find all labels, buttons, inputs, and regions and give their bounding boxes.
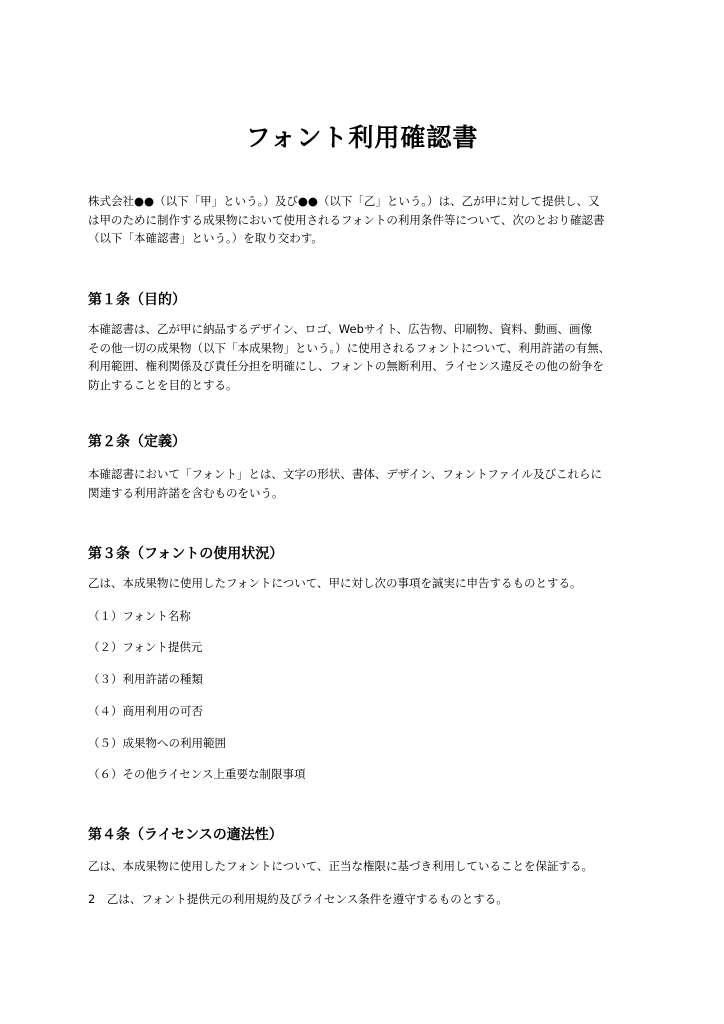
article-2-heading: 第２条（定義） (88, 434, 186, 450)
article-4-clause-2: 2 乙は、フォント提供元の利用規約及びライセンス条件を遵守するものとする。 (88, 892, 508, 906)
intro-line: 株式会社●●（以下「甲」という。）及び●●（以下「乙」という。）は、乙が甲に対して提供し、又 (88, 194, 600, 208)
article-3-line: 乙は、本成果物に使用したフォントについて、甲に対し次の事項を誠実に申告するものとする。 (88, 576, 582, 590)
list-item: （４）商用利用の可否 (88, 704, 203, 718)
article-4-body (88, 857, 640, 876)
article-4-heading: 第４条（ライセンスの適法性） (88, 827, 283, 843)
list-item: （６）その他ライセンス上重要な制限事項 (88, 767, 306, 781)
intro-line: （以下「本確認書」という。）を取り交わす。 (88, 231, 323, 245)
article-1-heading: 第１条（目的） (88, 292, 186, 308)
intro-line: は甲のために制作する成果物において使用されるフォントの利用条件等について、次のとおり確認書 (88, 212, 605, 227)
list-item: （１）フォント名称 (88, 609, 191, 623)
document-title: フォント利用確認書 (245, 123, 479, 152)
article-2-line: 関連する利用許諾を含むものをいう。 (88, 485, 284, 500)
article-1-line: 利用範囲、権利関係及び責任分担を明確にし、フォントの無断利用、ライセンス違反その他の紛争を (88, 359, 604, 373)
article-2-line: 本確認書において「フォント」とは、文字の形状、書体、デザイン、フォントファイル及びこれらに (88, 467, 603, 481)
article-1-line: その他一切の成果物（以下「本成果物」という。）に使用されるフォントについて、利用許諾の有無、 (88, 340, 611, 355)
article-3-body (88, 574, 640, 593)
intro-paragraph (88, 192, 640, 248)
list-item: （２）フォント提供元 (88, 640, 203, 654)
article-1-line: 本確認書は、乙が甲に納品するデザイン、ロゴ、Webサイト、広告物、印刷物、資料、動画、画像 (88, 322, 593, 336)
article-2-body (88, 465, 640, 502)
article-4-line: 乙は、本成果物に使用したフォントについて、正当な権限に基づき利用していることを保証する。 (88, 859, 593, 873)
list-item: （５）成果物への利用範囲 (88, 736, 226, 750)
article-3-heading: 第３条（フォントの使用状況） (88, 546, 284, 562)
article-1-body (88, 320, 640, 394)
list-item: （３）利用許諾の種類 (88, 672, 203, 686)
article-1-line: 防止することを目的とする。 (88, 377, 238, 392)
